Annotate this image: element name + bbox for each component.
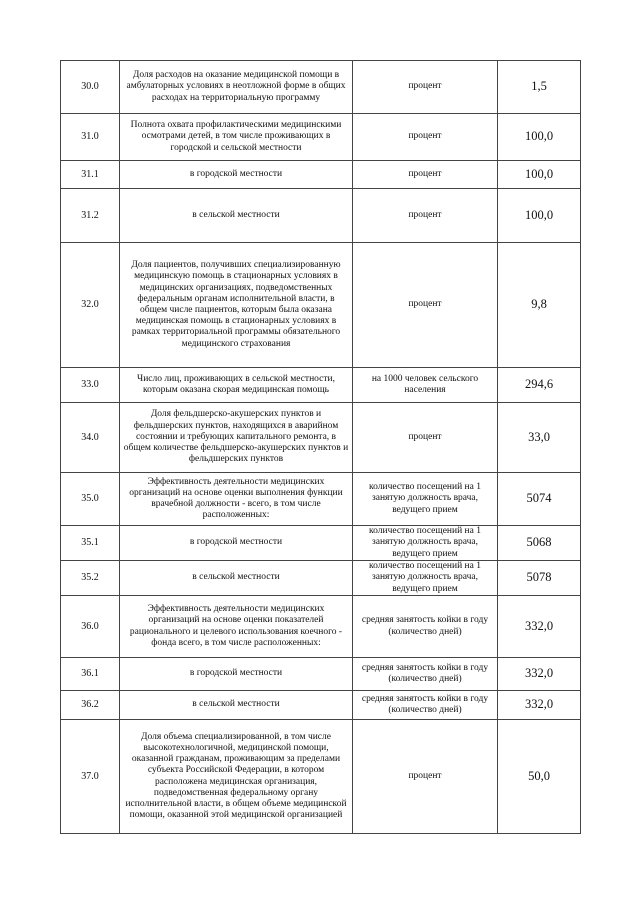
table-row bbox=[61, 658, 581, 691]
unit-of-measure: процент bbox=[353, 161, 498, 189]
table-row bbox=[61, 561, 581, 596]
row-number: 36.1 bbox=[61, 658, 120, 691]
row-number: 36.2 bbox=[61, 691, 120, 720]
indicators-table bbox=[60, 60, 581, 834]
unit-of-measure: количество посещений на 1 занятую должность врача, ведущего прием bbox=[353, 526, 498, 561]
unit-of-measure: процент bbox=[353, 189, 498, 243]
indicator-name: Число лиц, проживающих в сельской местности, которым оказана скорая медицинская помощь bbox=[120, 368, 353, 403]
table-row bbox=[61, 114, 581, 161]
row-number: 35.1 bbox=[61, 526, 120, 561]
indicator-name: в сельской местности bbox=[120, 691, 353, 720]
indicator-value: 332,0 bbox=[498, 596, 581, 658]
indicator-value: 50,0 bbox=[498, 720, 581, 834]
indicator-value: 294,6 bbox=[498, 368, 581, 403]
indicator-name: в сельской местности bbox=[120, 189, 353, 243]
indicator-value: 5078 bbox=[498, 561, 581, 596]
indicator-value: 33,0 bbox=[498, 403, 581, 473]
indicator-value: 1,5 bbox=[498, 61, 581, 114]
row-number: 34.0 bbox=[61, 403, 120, 473]
row-number: 32.0 bbox=[61, 243, 120, 368]
indicator-name: в сельской местности bbox=[120, 561, 353, 596]
unit-of-measure: средняя занятость койки в году (количество дней) bbox=[353, 596, 498, 658]
row-number: 36.0 bbox=[61, 596, 120, 658]
row-number: 35.0 bbox=[61, 473, 120, 526]
indicator-value: 5068 bbox=[498, 526, 581, 561]
table-row bbox=[61, 161, 581, 189]
indicator-value: 100,0 bbox=[498, 161, 581, 189]
table-row bbox=[61, 61, 581, 114]
row-number: 31.1 bbox=[61, 161, 120, 189]
indicator-value: 5074 bbox=[498, 473, 581, 526]
unit-of-measure: средняя занятость койки в году (количество дней) bbox=[353, 658, 498, 691]
table-row bbox=[61, 526, 581, 561]
indicator-name: Доля расходов на оказание медицинской помощи в амбулаторных условиях в неотложной форме в общих расходах на территориальную программу bbox=[120, 61, 353, 114]
indicator-value: 332,0 bbox=[498, 658, 581, 691]
unit-of-measure: количество посещений на 1 занятую должность врача, ведущего прием bbox=[353, 473, 498, 526]
row-number: 31.0 bbox=[61, 114, 120, 161]
unit-of-measure: на 1000 человек сельского населения bbox=[353, 368, 498, 403]
indicator-name: Доля объема специализированной, в том числе высокотехнологичной, медицинской помощи, оказанной гражданам, проживающим за пределами субъекта Российской Федерации, в котором расположена медицинская организация, подведомственная федеральному органу исполнительной власти, в общем объеме медицинской помощи, оказанной этой медицинской организацией bbox=[120, 720, 353, 834]
row-number: 33.0 bbox=[61, 368, 120, 403]
row-number: 30.0 bbox=[61, 61, 120, 114]
indicator-name: Доля пациентов, получивших специализированную медицинскую помощь в стационарных условиях в медицинских организациях, подведомственных федеральным органам исполнительной власти, в общем числе пациентов, которым была оказана медицинская помощь в стационарных условиях в рамках территориальной программы обязательного медицинского страхования bbox=[120, 243, 353, 368]
indicator-value: 100,0 bbox=[498, 114, 581, 161]
table-row bbox=[61, 596, 581, 658]
unit-of-measure: средняя занятость койки в году (количество дней) bbox=[353, 691, 498, 720]
unit-of-measure: процент bbox=[353, 720, 498, 834]
indicator-value: 332,0 bbox=[498, 691, 581, 720]
indicator-name: в городской местности bbox=[120, 658, 353, 691]
table-row bbox=[61, 189, 581, 243]
table-row bbox=[61, 473, 581, 526]
indicator-name: в городской местности bbox=[120, 526, 353, 561]
table-row bbox=[61, 243, 581, 368]
row-number: 37.0 bbox=[61, 720, 120, 834]
table-row bbox=[61, 691, 581, 720]
table-row bbox=[61, 368, 581, 403]
row-number: 35.2 bbox=[61, 561, 120, 596]
unit-of-measure: процент bbox=[353, 403, 498, 473]
unit-of-measure: процент bbox=[353, 114, 498, 161]
unit-of-measure: количество посещений на 1 занятую должность врача, ведущего прием bbox=[353, 561, 498, 596]
unit-of-measure: процент bbox=[353, 243, 498, 368]
table-row bbox=[61, 720, 581, 834]
row-number: 31.2 bbox=[61, 189, 120, 243]
indicator-name: в городской местности bbox=[120, 161, 353, 189]
table-row bbox=[61, 403, 581, 473]
unit-of-measure: процент bbox=[353, 61, 498, 114]
indicator-name: Доля фельдшерско-акушерских пунктов и фельдшерских пунктов, находящихся в аварийном состоянии и требующих капитального ремонта, в общем количестве фельдшерско-акушерских пунктов и фельдшерских пунктов bbox=[120, 403, 353, 473]
indicator-name: Эффективность деятельности медицинских организаций на основе оценки выполнения функции врачебной должности - всего, в том числе расположенных: bbox=[120, 473, 353, 526]
indicator-name: Полнота охвата профилактическими медицинскими осмотрами детей, в том числе проживающих в городской и сельской местности bbox=[120, 114, 353, 161]
indicator-value: 9,8 bbox=[498, 243, 581, 368]
indicator-name: Эффективность деятельности медицинских организаций на основе оценки показателей рационального и целевого использования коечного - фонда всего, в том числе расположенных: bbox=[120, 596, 353, 658]
indicator-value: 100,0 bbox=[498, 189, 581, 243]
